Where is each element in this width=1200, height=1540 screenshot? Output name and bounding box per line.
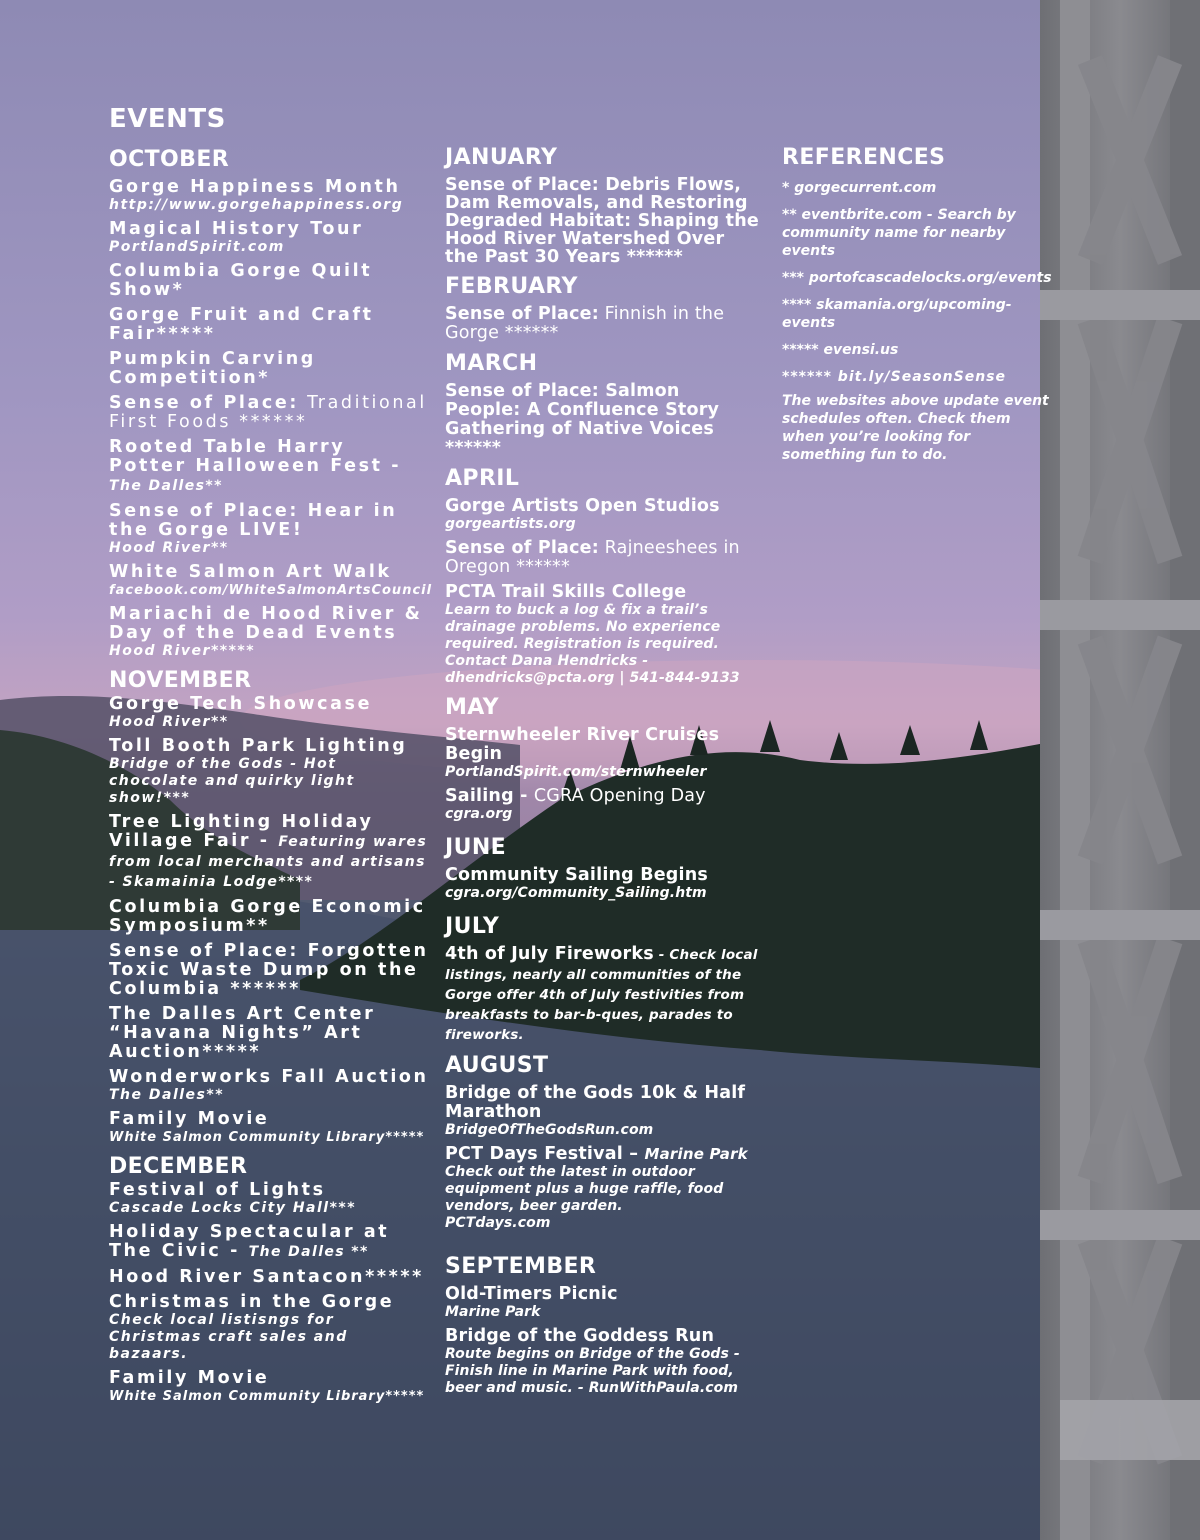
reference-link[interactable]: ****** bit.ly/SeasonSense (782, 369, 1006, 385)
event-item: Rooted Table Harry Potter Halloween Fest - The Dalles** (109, 437, 402, 494)
month-heading-september: SEPTEMBER (445, 1254, 597, 1279)
event-item: Sternwheeler River Cruises Begin PortlandSpirit.com/sternwheeler (445, 725, 720, 780)
references-column (782, 145, 1057, 464)
event-item: PCTA Trail Skills College Learn to buck a log & fix a trail’s drainage problems. No experience required. Registration is required. Contact Dana Hendricks - dhendricks@pcta.org | 541-844-9133 (445, 582, 740, 686)
month-heading-may: MAY (445, 695, 499, 720)
month-heading-november: NOVEMBER (109, 668, 252, 693)
reference-link[interactable]: ***** evensi.us (782, 342, 899, 358)
month-heading-march: MARCH (445, 351, 538, 376)
event-item: Mariachi de Hood River & Day of the Dead Events Hood River***** (109, 604, 423, 659)
reference-link[interactable]: **** skamania.org/upcoming-events (782, 297, 1012, 331)
event-item: Gorge Artists Open Studios gorgeartists.org (445, 496, 720, 532)
month-heading-january: JANUARY (445, 145, 558, 170)
event-item: Toll Booth Park Lighting Bridge of the Gods - Hot chocolate and quirky light show!*** (109, 736, 408, 806)
event-item: Community Sailing Begins cgra.org/Community_Sailing.htm (445, 865, 709, 901)
event-item: Family Movie White Salmon Community Library***** (109, 1109, 425, 1145)
month-heading-august: AUGUST (445, 1053, 549, 1078)
event-item: Sense of Place: Rajneeshees in Oregon ****** (445, 538, 740, 577)
events-column-fall-winter (109, 147, 433, 1405)
event-item: Hood River Santacon***** (109, 1267, 424, 1287)
event-item: Sailing - CGRA Opening Day cgra.org (445, 786, 706, 822)
page-title: EVENTS (109, 104, 226, 134)
event-item: Columbia Gorge Quilt Show* (109, 261, 373, 300)
event-item: Sense of Place: Hear in the Gorge LIVE! Hood River** (109, 501, 398, 556)
month-heading-october: OCTOBER (109, 147, 230, 172)
event-item: Bridge of the Goddess Run Route begins on Bridge of the Gods - Finish line in Marine Park with food, beer and music. - RunWithPaula.com (445, 1326, 740, 1396)
event-item: Old-Timers Picnic Marine Park (445, 1284, 618, 1320)
event-item: Wonderworks Fall Auction The Dalles** (109, 1067, 429, 1103)
event-item: Holiday Spectacular at The Civic - The Dalles ** (109, 1222, 390, 1261)
event-item: The Dalles Art Center “Havana Nights” Art Auction***** (109, 1004, 376, 1062)
event-item: PCT Days Festival – Marine Park Check out the latest in outdoor equipment plus a huge raffle, food vendors, beer garden. PCTdays.com (445, 1144, 748, 1231)
event-item: Festival of Lights Cascade Locks City Hall*** (109, 1180, 357, 1216)
reference-link[interactable]: * gorgecurrent.com (782, 180, 937, 196)
month-heading-july: JULY (445, 914, 500, 939)
event-item: Tree Lighting Holiday Village Fair - Featuring wares from local merchants and artisans - Skamainia Lodge**** (109, 812, 428, 890)
event-item: Gorge Fruit and Craft Fair***** (109, 305, 374, 344)
event-item: White Salmon Art Walk facebook.com/WhiteSalmonArtsCouncil (109, 562, 433, 598)
event-item: Sense of Place: Traditional First Foods ****** (109, 393, 427, 432)
references-heading: REFERENCES (782, 145, 946, 170)
event-item: Christmas in the Gorge Check local listisngs for Christmas craft sales and bazaars. (109, 1292, 395, 1362)
event-item: Sense of Place: Debris Flows, Dam Removals, and Restoring Degraded Habitat: Shaping the Hood River Watershed Over the Past 30 Years ****** (445, 175, 759, 267)
event-item: Sense of Place: Forgotten Toxic Waste Dump on the Columbia ****** (109, 941, 429, 999)
month-heading-april: APRIL (445, 466, 520, 491)
event-item: Pumpkin Carving Competition* (109, 349, 316, 388)
event-item: Columbia Gorge Economic Symposium** (109, 897, 426, 936)
event-item: Magical History Tour PortlandSpirit.com (109, 219, 364, 255)
event-item: Gorge Tech Showcase Hood River** (109, 694, 373, 730)
event-item: 4th of July Fireworks - Check local listings, nearly all communities of the Gorge offer 4th of July festivities from breakfasts to bar-b-ques, parades to fireworks. (445, 944, 758, 1043)
references-note: The websites above update event schedules often. Check them when you’re looking for something fun to do. (782, 393, 1049, 463)
reference-link[interactable]: *** portofcascadelocks.org/events (782, 270, 1052, 286)
month-heading-february: FEBRUARY (445, 274, 578, 299)
event-item: Family Movie White Salmon Community Library***** (109, 1368, 425, 1404)
event-item: Sense of Place: Salmon People: A Confluence Story Gathering of Native Voices ****** (445, 381, 720, 458)
event-item: Bridge of the Gods 10k & Half Marathon BridgeOfTheGodsRun.com (445, 1083, 746, 1138)
event-item: Gorge Happiness Month http://www.gorgehappiness.org (109, 177, 404, 213)
month-heading-june: JUNE (445, 835, 507, 860)
event-item: Sense of Place: Finnish in the Gorge ****** (445, 304, 725, 343)
events-column-spring-summer (445, 145, 760, 1397)
reference-link[interactable]: ** eventbrite.com - Search by community name for nearby events (782, 207, 1016, 259)
month-heading-december: DECEMBER (109, 1154, 248, 1179)
